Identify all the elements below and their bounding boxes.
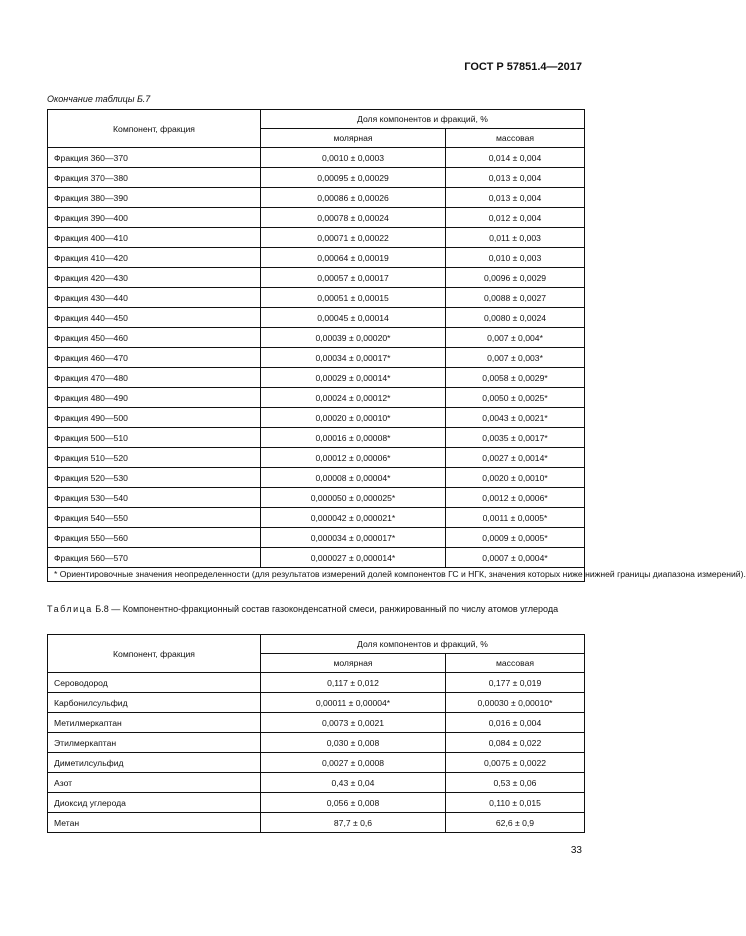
col-header-component: Компонент, фракция	[48, 110, 261, 148]
cell-mass: 0,0075 ± 0,0022	[446, 753, 585, 773]
cell-molar: 0,117 ± 0,012	[261, 673, 446, 693]
cell-molar: 0,00071 ± 0,00022	[261, 228, 446, 248]
table-row	[48, 188, 585, 208]
cell-molar: 0,43 ± 0,04	[261, 773, 446, 793]
cell-component: Этилмеркаптан	[48, 733, 261, 753]
cell-molar: 0,0027 ± 0,0008	[261, 753, 446, 773]
cell-component: Фракция 390—400	[48, 208, 261, 228]
cell-component: Фракция 560—570	[48, 548, 261, 568]
table-b7	[47, 109, 746, 582]
page-number: 33	[570, 845, 582, 856]
cell-mass: 0,007 ± 0,004*	[446, 328, 585, 348]
table-row	[48, 773, 585, 793]
table-row	[48, 348, 585, 368]
table-row	[48, 733, 585, 753]
cell-molar: 0,00008 ± 0,00004*	[261, 468, 446, 488]
table-row	[48, 388, 585, 408]
table-row	[48, 548, 585, 568]
cell-mass: 0,0043 ± 0,0021*	[446, 408, 585, 428]
table-row	[48, 408, 585, 428]
cell-molar: 0,00051 ± 0,00015	[261, 288, 446, 308]
table-b7-body	[48, 148, 585, 568]
cell-molar: 0,00078 ± 0,00024	[261, 208, 446, 228]
cell-component: Диметилсульфид	[48, 753, 261, 773]
cell-mass: 0,0020 ± 0,0010*	[446, 468, 585, 488]
table-row	[48, 148, 585, 168]
cell-mass: 0,013 ± 0,004	[446, 188, 585, 208]
cell-mass: 0,177 ± 0,019	[446, 673, 585, 693]
table-row	[48, 228, 585, 248]
cell-component: Фракция 550—560	[48, 528, 261, 548]
cell-mass: 0,0012 ± 0,0006*	[446, 488, 585, 508]
cell-component: Фракция 410—420	[48, 248, 261, 268]
table-row	[48, 328, 585, 348]
standard-number: ГОСТ Р 57851.4—2017	[464, 61, 582, 73]
cell-mass: 0,0058 ± 0,0029*	[446, 368, 585, 388]
table-row	[48, 508, 585, 528]
cell-molar: 0,00011 ± 0,00004*	[261, 693, 446, 713]
cell-mass: 0,0050 ± 0,0025*	[446, 388, 585, 408]
table-row	[48, 813, 585, 833]
col-header-mass: массовая	[446, 654, 585, 673]
cell-component: Фракция 500—510	[48, 428, 261, 448]
table-b8	[47, 634, 585, 833]
table-row	[48, 288, 585, 308]
table-b8-caption-label: Таблица	[47, 604, 93, 614]
col-header-share: Доля компонентов и фракций, %	[261, 635, 585, 654]
cell-molar: 0,0073 ± 0,0021	[261, 713, 446, 733]
cell-component: Фракция 490—500	[48, 408, 261, 428]
cell-molar: 0,030 ± 0,008	[261, 733, 446, 753]
cell-mass: 0,110 ± 0,015	[446, 793, 585, 813]
cell-mass: 0,0080 ± 0,0024	[446, 308, 585, 328]
cell-molar: 0,00034 ± 0,00017*	[261, 348, 446, 368]
cell-molar: 0,000042 ± 0,000021*	[261, 508, 446, 528]
cell-component: Фракция 510—520	[48, 448, 261, 468]
cell-mass: 62,6 ± 0,9	[446, 813, 585, 833]
cell-molar: 0,00020 ± 0,00010*	[261, 408, 446, 428]
cell-mass: 0,0096 ± 0,0029	[446, 268, 585, 288]
cell-component: Диоксид углерода	[48, 793, 261, 813]
table-row	[48, 308, 585, 328]
cell-mass: 0,012 ± 0,004	[446, 208, 585, 228]
table-row	[48, 208, 585, 228]
cell-component: Фракция 540—550	[48, 508, 261, 528]
cell-molar: 0,00086 ± 0,00026	[261, 188, 446, 208]
cell-molar: 0,000027 ± 0,000014*	[261, 548, 446, 568]
table-row	[48, 368, 585, 388]
table-row	[48, 268, 585, 288]
table-row	[48, 673, 585, 693]
cell-molar: 0,0010 ± 0,0003	[261, 148, 446, 168]
table-row	[48, 248, 585, 268]
col-header-share: Доля компонентов и фракций, %	[261, 110, 585, 129]
table-row	[48, 693, 585, 713]
cell-mass: 0,0027 ± 0,0014*	[446, 448, 585, 468]
cell-mass: 0,0007 ± 0,0004*	[446, 548, 585, 568]
col-header-mass: массовая	[446, 129, 585, 148]
cell-molar: 87,7 ± 0,6	[261, 813, 446, 833]
table-b7-footnote: * Ориентировочные значения неопределенности (для результатов измерений долей компонентов ГС и НГК, значения которых ниже нижней границы диапазона измерений).	[48, 568, 585, 582]
table-b8-caption-text: Б.8 — Компонентно-фракционный состав газоконденсатной смеси, ранжированный по числу атомов углерода	[92, 604, 559, 614]
table-row	[48, 168, 585, 188]
table-row	[48, 753, 585, 773]
table-b7-caption: Окончание таблицы Б.7	[47, 94, 151, 104]
cell-molar: 0,00016 ± 0,00008*	[261, 428, 446, 448]
cell-mass: 0,016 ± 0,004	[446, 713, 585, 733]
cell-molar: 0,00057 ± 0,00017	[261, 268, 446, 288]
col-header-component: Компонент, фракция	[48, 635, 261, 673]
cell-component: Фракция 480—490	[48, 388, 261, 408]
table-row	[48, 528, 585, 548]
cell-component: Фракция 520—530	[48, 468, 261, 488]
table-b8-body	[48, 673, 585, 833]
cell-mass: 0,53 ± 0,06	[446, 773, 585, 793]
cell-mass: 0,011 ± 0,003	[446, 228, 585, 248]
cell-component: Фракция 420—430	[48, 268, 261, 288]
cell-component: Фракция 450—460	[48, 328, 261, 348]
cell-component: Фракция 530—540	[48, 488, 261, 508]
cell-component: Фракция 470—480	[48, 368, 261, 388]
col-header-molar: молярная	[261, 654, 446, 673]
cell-mass: 0,014 ± 0,004	[446, 148, 585, 168]
cell-mass: 0,084 ± 0,022	[446, 733, 585, 753]
cell-molar: 0,00045 ± 0,00014	[261, 308, 446, 328]
table-row	[48, 793, 585, 813]
cell-component: Метан	[48, 813, 261, 833]
col-header-molar: молярная	[261, 129, 446, 148]
cell-mass: 0,0088 ± 0,0027	[446, 288, 585, 308]
cell-molar: 0,000034 ± 0,000017*	[261, 528, 446, 548]
cell-mass: 0,0009 ± 0,0005*	[446, 528, 585, 548]
cell-component: Азот	[48, 773, 261, 793]
cell-mass: 0,0011 ± 0,0005*	[446, 508, 585, 528]
cell-component: Фракция 360—370	[48, 148, 261, 168]
cell-molar: 0,00029 ± 0,00014*	[261, 368, 446, 388]
cell-mass: 0,0035 ± 0,0017*	[446, 428, 585, 448]
cell-mass: 0,010 ± 0,003	[446, 248, 585, 268]
cell-component: Фракция 440—450	[48, 308, 261, 328]
table-row	[48, 713, 585, 733]
cell-component: Фракция 380—390	[48, 188, 261, 208]
cell-component: Фракция 460—470	[48, 348, 261, 368]
cell-molar: 0,00095 ± 0,00029	[261, 168, 446, 188]
cell-molar: 0,056 ± 0,008	[261, 793, 446, 813]
cell-component: Метилмеркаптан	[48, 713, 261, 733]
cell-component: Фракция 400—410	[48, 228, 261, 248]
cell-molar: 0,00039 ± 0,00020*	[261, 328, 446, 348]
table-row	[48, 488, 585, 508]
cell-molar: 0,00012 ± 0,00006*	[261, 448, 446, 468]
cell-component: Фракция 370—380	[48, 168, 261, 188]
cell-molar: 0,00064 ± 0,00019	[261, 248, 446, 268]
cell-mass: 0,013 ± 0,004	[446, 168, 585, 188]
table-row	[48, 428, 585, 448]
cell-molar: 0,00024 ± 0,00012*	[261, 388, 446, 408]
cell-component: Сероводород	[48, 673, 261, 693]
table-row	[48, 448, 585, 468]
cell-molar: 0,000050 ± 0,000025*	[261, 488, 446, 508]
cell-component: Фракция 430—440	[48, 288, 261, 308]
cell-mass: 0,00030 ± 0,00010*	[446, 693, 585, 713]
cell-component: Карбонилсульфид	[48, 693, 261, 713]
table-row	[48, 468, 585, 488]
cell-mass: 0,007 ± 0,003*	[446, 348, 585, 368]
table-b8-caption	[47, 603, 584, 616]
